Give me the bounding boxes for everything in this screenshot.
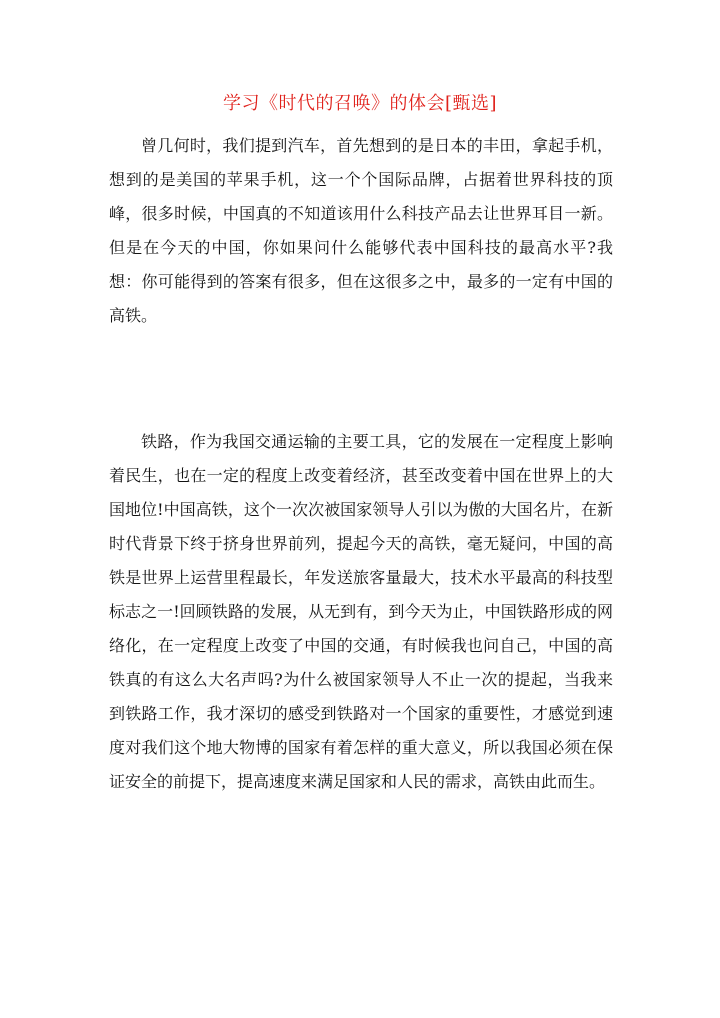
- document-title: 学习《时代的召唤》的体会[甄选]: [222, 93, 498, 114]
- paragraph-1: 曾几何时，我们提到汽车，首先想到的是日本的丰田，拿起手机，想到的是美国的苹果手机，这一个个国际品牌，占据着世界科技的顶峰，很多时候，中国真的不知道该用什么科技产品去让世界耳目一新。但是在今天的中国，你如果问什么能够代表中国科技的最高水平?我想：你可能得到的答案有很多，但在这很多之中，最多的一定有中国的高铁。: [109, 136, 613, 325]
- paragraph-2: 铁路，作为我国交通运输的主要工具，它的发展在一定程度上影响着民生，也在一定的程度上改变着经济，甚至改变着中国在世界上的大国地位!中国高铁，这个一次次被国家领导人引以为傲的大国名片，在新时代背景下终于挤身世界前列，提起今天的高铁，毫无疑问，中国的高铁是世界上运营里程最长，年发送旅客量最大，技术水平最高的科技型标志之一!回顾铁路的发展，从无到有，到今天为止，中国铁路形成的网络化，在一定程度上改变了中国的交通，有时候我也问自己，中国的高铁真的有这么大名声吗?为什么被国家领导人不止一次的提起，当我来到铁路工作，我才深切的感受到铁路对一个国家的重要性，才感觉到速度对我们这个地大物博的国家有着怎样的重大意义，所以我国必须在保证安全的前提下，提高速度来满足国家和人民的需求，高铁由此而生。: [109, 432, 613, 791]
